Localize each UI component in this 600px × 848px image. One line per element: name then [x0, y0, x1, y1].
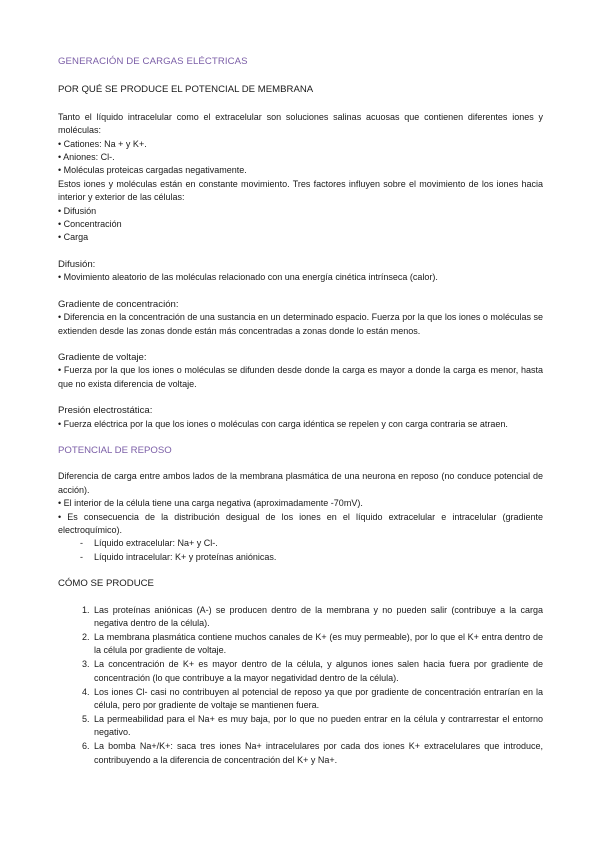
list-item: 1. Las proteínas aniónicas (A-) se producen dentro de la membrana y no pueden salir (contribuye a la carga negativa dentro de la célula). [92, 604, 543, 631]
list-item: - Líquido intracelular: K+ y proteínas aniónicas. [80, 551, 543, 564]
document-title: GENERACIÓN DE CARGAS ELÉCTRICAS [58, 56, 248, 67]
intro-item: • Aniones: Cl-. [58, 152, 115, 163]
factor-item: • Difusión [58, 205, 97, 216]
steps-list [58, 604, 543, 767]
gradiente-voltaje-heading: Gradiente de voltaje: [58, 351, 147, 363]
difusion-text: • Movimiento aleatorio de las moléculas relacionado con una energía cinética intrínseca (calor). [58, 272, 438, 283]
como-se-produce-heading: CÓMO SE PRODUCE [58, 578, 154, 590]
list-item: 2. La membrana plasmática contiene muchos canales de K+ (es muy permeable), por lo que el K+ entra dentro de la célula por gradiente de voltaje. [92, 631, 543, 658]
list-item: 3. La concentración de K+ es mayor dentro de la célula, y algunos iones salen hacia fuera por gradiente de concentración (lo que contribuye a la mayor negatividad dentro de la célula). [92, 658, 543, 685]
list-item: 4. Los iones Cl- casi no contribuyen al potencial de reposo ya que por gradiente de concentración entrarían en la célula, pero por gradiente de voltaje se mantienen fuera. [92, 686, 543, 713]
section-heading-potencial-membrana: POR QUÉ SE PRODUCE EL POTENCIAL DE MEMBRANA [58, 84, 314, 96]
document-body [58, 55, 543, 767]
list-item: 6. La bomba Na+/K+: saca tres iones Na+ intracelulares por cada dos iones K+ extracelulares que introduce, contribuyendo a la diferencia de concentración del K+ y Na+. [92, 740, 543, 767]
list-item: 5. La permeabilidad para el Na+ es muy baja, por lo que no pueden entrar en la célula y contrarrestar el entorno negativo. [92, 713, 543, 740]
intro-paragraph: Tanto el líquido intracelular como el extracelular son soluciones salinas acuosas que contienen diferentes iones y moléculas: [58, 111, 543, 136]
factors-paragraph: Estos iones y moléculas están en constante movimiento. Tres factores influyen sobre el movimiento de los iones hacia interior y exterior de las células: [58, 178, 543, 203]
presion-text: • Fuerza eléctrica por la que los iones o moléculas con carga idéntica se repelen y con carga contraria se atraen. [58, 418, 508, 429]
intro-item: • Moléculas proteicas cargadas negativamente. [58, 165, 247, 176]
reposo-bullet: • El interior de la célula tiene una carga negativa (aproximadamente -70mV). [58, 498, 363, 509]
gradiente-concentracion-text: • Diferencia en la concentración de una sustancia en un determinado espacio. Fuerza por la que los iones o moléculas se extienden desde las zonas donde están más concentradas a zonas donde lo están menos. [58, 312, 543, 336]
list-item: - Líquido extracelular: Na+ y Cl-. [80, 537, 543, 550]
difusion-heading: Difusión: [58, 258, 96, 270]
presion-heading: Presión electrostática: [58, 405, 153, 417]
factor-item: • Carga [58, 232, 89, 243]
gradiente-concentracion-heading: Gradiente de concentración: [58, 298, 179, 310]
intro-item: • Cationes: Na + y K+. [58, 138, 147, 149]
factor-item: • Concentración [58, 219, 122, 230]
gradiente-voltaje-text: • Fuerza por la que los iones o moléculas se difunden desde donde la carga es mayor a donde la carga es menor, hasta que no exista diferencia de voltaje. [58, 365, 543, 389]
reposo-paragraph: Diferencia de carga entre ambos lados de la membrana plasmática de una neurona en reposo (no conduce potencial de acción). [58, 471, 543, 495]
potencial-reposo-heading: POTENCIAL DE REPOSO [58, 444, 172, 456]
liquidos-list [58, 537, 543, 564]
reposo-bullet: • Es consecuencia de la distribución desigual de los iones en el líquido extracelular e intracelular (gradiente electroquímico). [58, 511, 543, 535]
